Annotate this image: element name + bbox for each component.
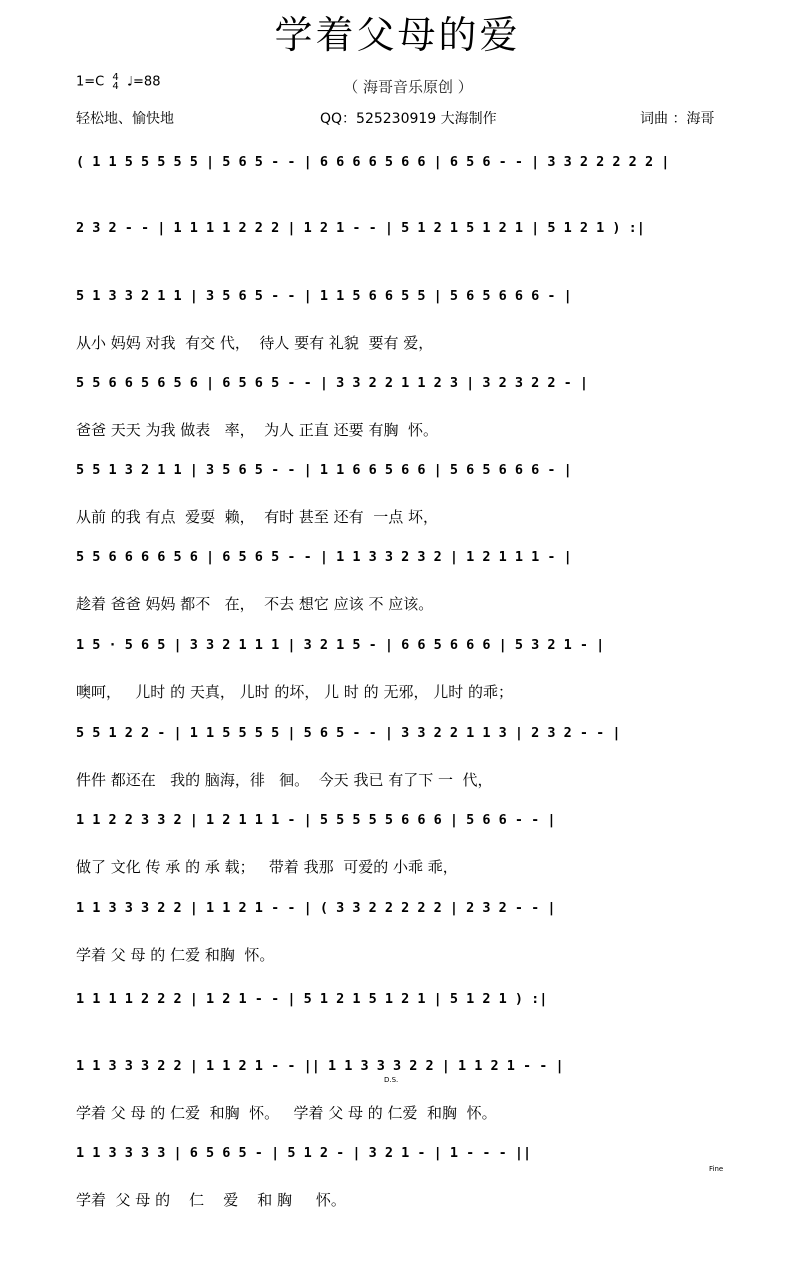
system-4 [76,375,734,439]
ds-mark: D.S. [384,1076,399,1084]
key-label: 1=C [76,74,105,90]
notation-line: 1 1 3 3 3 2 2 | 1 1 2 1 - - | ( 3 3 2 2 2 2 2 | 2 3 2 - - | [76,900,556,916]
time-signature [112,73,118,91]
subtitle: （ 海哥音乐原创 ） [343,78,473,96]
notation-line: 1 5 · 5 6 5 | 3 3 2 1 1 1 | 3 2 1 5 - | 6 6 5 6 6 6 | 5 3 2 1 - | [76,637,605,653]
system-7 [76,637,734,701]
notation-line: 1 1 2 2 3 3 2 | 1 2 1 1 1 - | 5 5 5 5 5 6 6 6 | 5 6 6 - - | [76,812,556,828]
notation-line: 1 1 1 1 2 2 2 | 1 2 1 - - | 5 1 2 1 5 1 2 1 | 5 1 2 1 ) :| [76,991,548,1007]
system-5 [76,462,734,526]
notation-line: 1 1 3 3 3 3 | 6 5 6 5 - | 5 1 2 - | 3 2 1 - | 1 - - - || [76,1145,532,1161]
system-13 [76,1145,734,1209]
lyrics-line: 噢呵， 儿时 的 天真， 儿时 的坏， 儿 时 的 无邪， 儿时 的乖； [76,683,513,701]
qq-label: QQ：525230919 大海制作 [320,111,497,127]
tempo-label: ♩=88 [126,74,161,90]
notation-line: 5 5 6 6 6 6 5 6 | 6 5 6 5 - - | 1 1 3 3 2 3 2 | 1 2 1 1 1 - | [76,549,572,565]
lyrics-line: 学着 父 母 的 仁爱 和胸 怀。 学着 父 母 的 仁爱 和胸 怀。 [76,1104,497,1122]
notation-line: 5 5 6 6 5 6 5 6 | 6 5 6 5 - - | 3 3 2 2 1 1 2 3 | 3 2 3 2 2 - | [76,375,589,391]
system-10 [76,900,734,964]
lyrics-line: 从前 的我 有点 爱耍 赖， 有时 甚至 还有 一点 坏， [76,508,438,526]
time-top: 4 [112,72,119,83]
system-12 [76,1058,734,1122]
system-11 [76,991,734,1031]
lyrics-line: 做了 文化 传 承 的 承 载； 带着 我那 可爱的 小乖 乖， [76,858,458,876]
system-9 [76,812,734,876]
system-8 [76,725,734,789]
lyrics-line: 从小 妈妈 对我 有交 代， 待人 要有 礼貌 要有 爱， [76,334,434,352]
lyrics-line: 学着 父 母 的 仁爱 和胸 怀。 [76,946,275,964]
system-1 [76,154,734,194]
fine-mark: Fine [709,1165,724,1173]
notation-line: 5 5 1 3 2 1 1 | 3 5 6 5 - - | 1 1 6 6 5 6 6 | 5 6 5 6 6 6 - | [76,462,572,478]
lyrics-line: 趁着 爸爸 妈妈 都不 在， 不去 想它 应该 不 应该。 [76,595,434,613]
key-signature [76,73,160,91]
credit-label: 词曲 ：海哥 [640,111,715,127]
system-2 [76,220,734,260]
notation-line: 5 1 3 3 2 1 1 | 3 5 6 5 - - | 1 1 5 6 6 5 5 | 5 6 5 6 6 6 - | [76,288,572,304]
system-3 [76,288,734,352]
notation-line: 1 1 3 3 3 2 2 | 1 1 2 1 - - || 1 1 3 3 3 2 2 | 1 1 2 1 - - | [76,1058,564,1074]
system-6 [76,549,734,613]
notation-line: ( 1 1 5 5 5 5 5 | 5 6 5 - - | 6 6 6 6 5 6 6 | 6 5 6 - - | 3 3 2 2 2 2 2 | [76,154,670,170]
notation-line: 5 5 1 2 2 - | 1 1 5 5 5 5 | 5 6 5 - - | 3 3 2 2 1 1 3 | 2 3 2 - - | [76,725,621,741]
lyrics-line: 学着 父 母 的 仁 爱 和 胸 怀。 [76,1191,346,1209]
mood-label: 轻松地、愉快地 [76,111,174,127]
lyrics-line: 件件 都还在 我的 脑海，徘 徊。 今天 我已 有了下 一 代， [76,771,493,789]
lyrics-line: 爸爸 天天 为我 做表 率， 为人 正直 还要 有胸 怀。 [76,421,438,439]
notation-line: 2 3 2 - - | 1 1 1 1 2 2 2 | 1 2 1 - - | 5 1 2 1 5 1 2 1 | 5 1 2 1 ) :| [76,220,645,236]
song-title: 学着父母的爱 [274,13,521,57]
time-bottom: 4 [112,81,119,92]
